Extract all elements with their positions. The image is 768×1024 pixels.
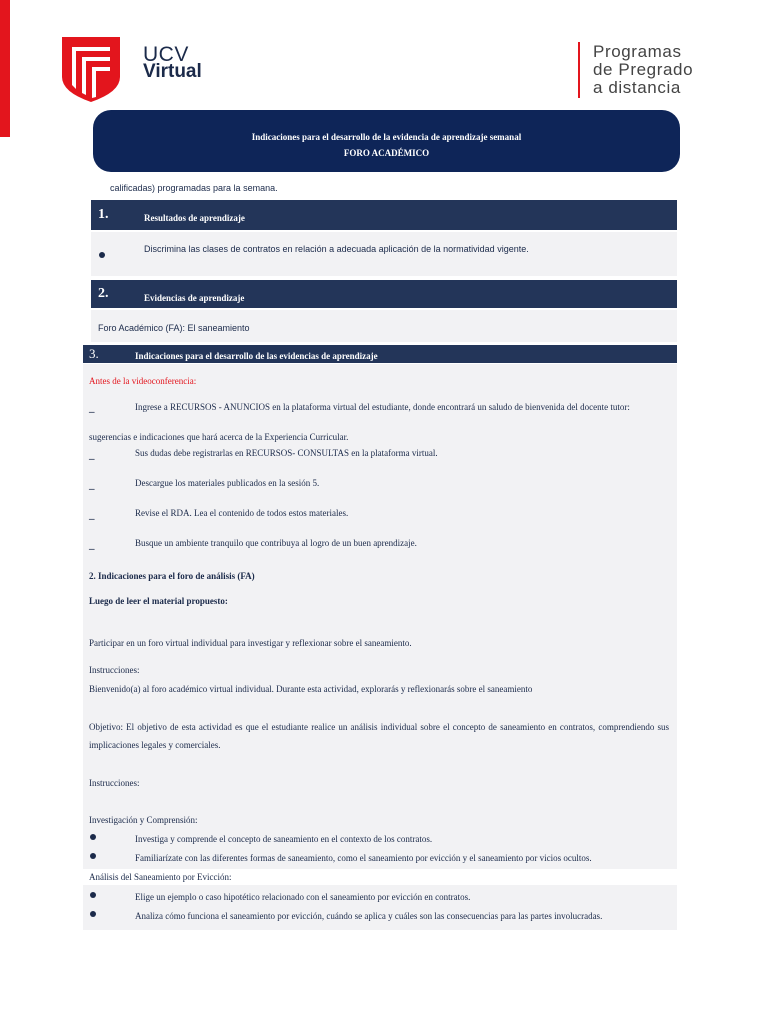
ucv-shield-logo	[62, 37, 120, 102]
eviction-item-1: Elige un ejemplo o caso hipotético relacionado con el saneamiento por evicción en contratos.	[135, 892, 471, 902]
programs-line-3: a distancia	[593, 78, 681, 97]
section-header-1	[91, 200, 677, 230]
partial-text: calificadas) programadas para la semana.	[110, 183, 278, 193]
dash-item-5: Busque un ambiente tranquilo que contribuya al logro de un buen aprendizaje.	[135, 538, 417, 548]
bullet-icon	[90, 892, 96, 898]
section-body-1	[91, 232, 677, 276]
section-header-3	[83, 345, 677, 363]
investigation-item-2: Familiarízate con las diferentes formas de saneamiento, como el saneamiento por evicción y el saneamiento por vicios ocultos.	[135, 853, 592, 863]
before-videoconference-label: Antes de la videoconferencia:	[89, 376, 197, 386]
section-title: Resultados de aprendizaje	[144, 213, 245, 223]
section-number: 2.	[98, 286, 109, 301]
brand-name-bottom: Virtual	[143, 61, 202, 82]
section-title: Evidencias de aprendizaje	[144, 293, 245, 303]
title-banner	[93, 110, 680, 172]
welcome-text: Bienvenido(a) al foro académico virtual individual. Durante esta actividad, explorarás y reflexionarás sobre el saneamiento	[89, 684, 533, 694]
section-number: 1.	[98, 207, 109, 222]
programs-line-2: de Pregrado	[593, 60, 694, 79]
red-accent-bar	[0, 0, 10, 137]
dash-item-1: Ingrese a RECURSOS - ANUNCIOS en la plataforma virtual del estudiante, donde encontrará un saludo de bienvenida del docente tutor:	[135, 402, 630, 412]
instructions-label: Instrucciones:	[89, 665, 140, 675]
bullet-icon	[90, 853, 96, 859]
dash-item-3: Descargue los materiales publicados en la sesión 5.	[135, 478, 320, 488]
objective-text-continuation: implicaciones legales y comerciales.	[89, 740, 221, 750]
eviction-item-2: Analiza cómo funciona el saneamiento por evicción, cuándo se aplica y cuáles son las consecuencias para las partes involucradas.	[135, 911, 603, 921]
investigation-label: Investigación y Comprensión:	[89, 815, 198, 825]
dash-marker: _	[89, 402, 95, 414]
banner-subtitle: FORO ACADÉMICO	[343, 148, 430, 158]
dash-item-2: Sus dudas debe registrarlas en RECURSOS- CONSULTAS en la plataforma virtual.	[135, 448, 438, 458]
header-divider	[578, 42, 580, 98]
dash-item-4: Revise el RDA. Lea el contenido de todos estos materiales.	[135, 508, 349, 518]
banner-title: Indicaciones para el desarrollo de la evidencia de aprendizaje semanal	[251, 132, 522, 142]
dash-item-continuation: sugerencias e indicaciones que hará acerca de la Experiencia Curricular.	[89, 432, 349, 442]
participate-text: Participar en un foro virtual individual para investigar y reflexionar sobre el saneamiento.	[89, 638, 412, 648]
bullet-icon	[99, 252, 105, 258]
after-reading-label: Luego de leer el material propuesto:	[89, 596, 228, 606]
dash-marker: _	[89, 449, 95, 461]
section-header-2	[91, 280, 677, 308]
bullet-icon	[90, 834, 96, 840]
section-title: Indicaciones para el desarrollo de las evidencias de aprendizaje	[135, 351, 378, 361]
dash-marker: _	[89, 539, 95, 551]
dash-marker: _	[89, 479, 95, 491]
evidence-item: Foro Académico (FA): El saneamiento	[98, 323, 250, 333]
brand-name-top: UCV	[143, 43, 189, 66]
learning-result: Discrimina las clases de contratos en relación a adecuada aplicación de la normatividad vigente.	[144, 244, 529, 254]
objective-text: Objetivo: El objetivo de esta actividad es que el estudiante realice un análisis individual sobre el concepto de saneamiento en contratos, comprendiendo sus	[89, 722, 669, 732]
forum-heading: 2. Indicaciones para el foro de análisis (FA)	[89, 571, 255, 581]
investigation-item-1: Investiga y comprende el concepto de saneamiento en el contexto de los contratos.	[135, 834, 433, 844]
dash-marker: _	[89, 509, 95, 521]
bullet-icon	[90, 911, 96, 917]
eviction-label: Análisis del Saneamiento por Evicción:	[89, 872, 232, 882]
instructions-label-2: Instrucciones:	[89, 778, 140, 788]
section-number: 3.	[89, 346, 99, 361]
programs-line-1: Programas	[593, 42, 682, 61]
